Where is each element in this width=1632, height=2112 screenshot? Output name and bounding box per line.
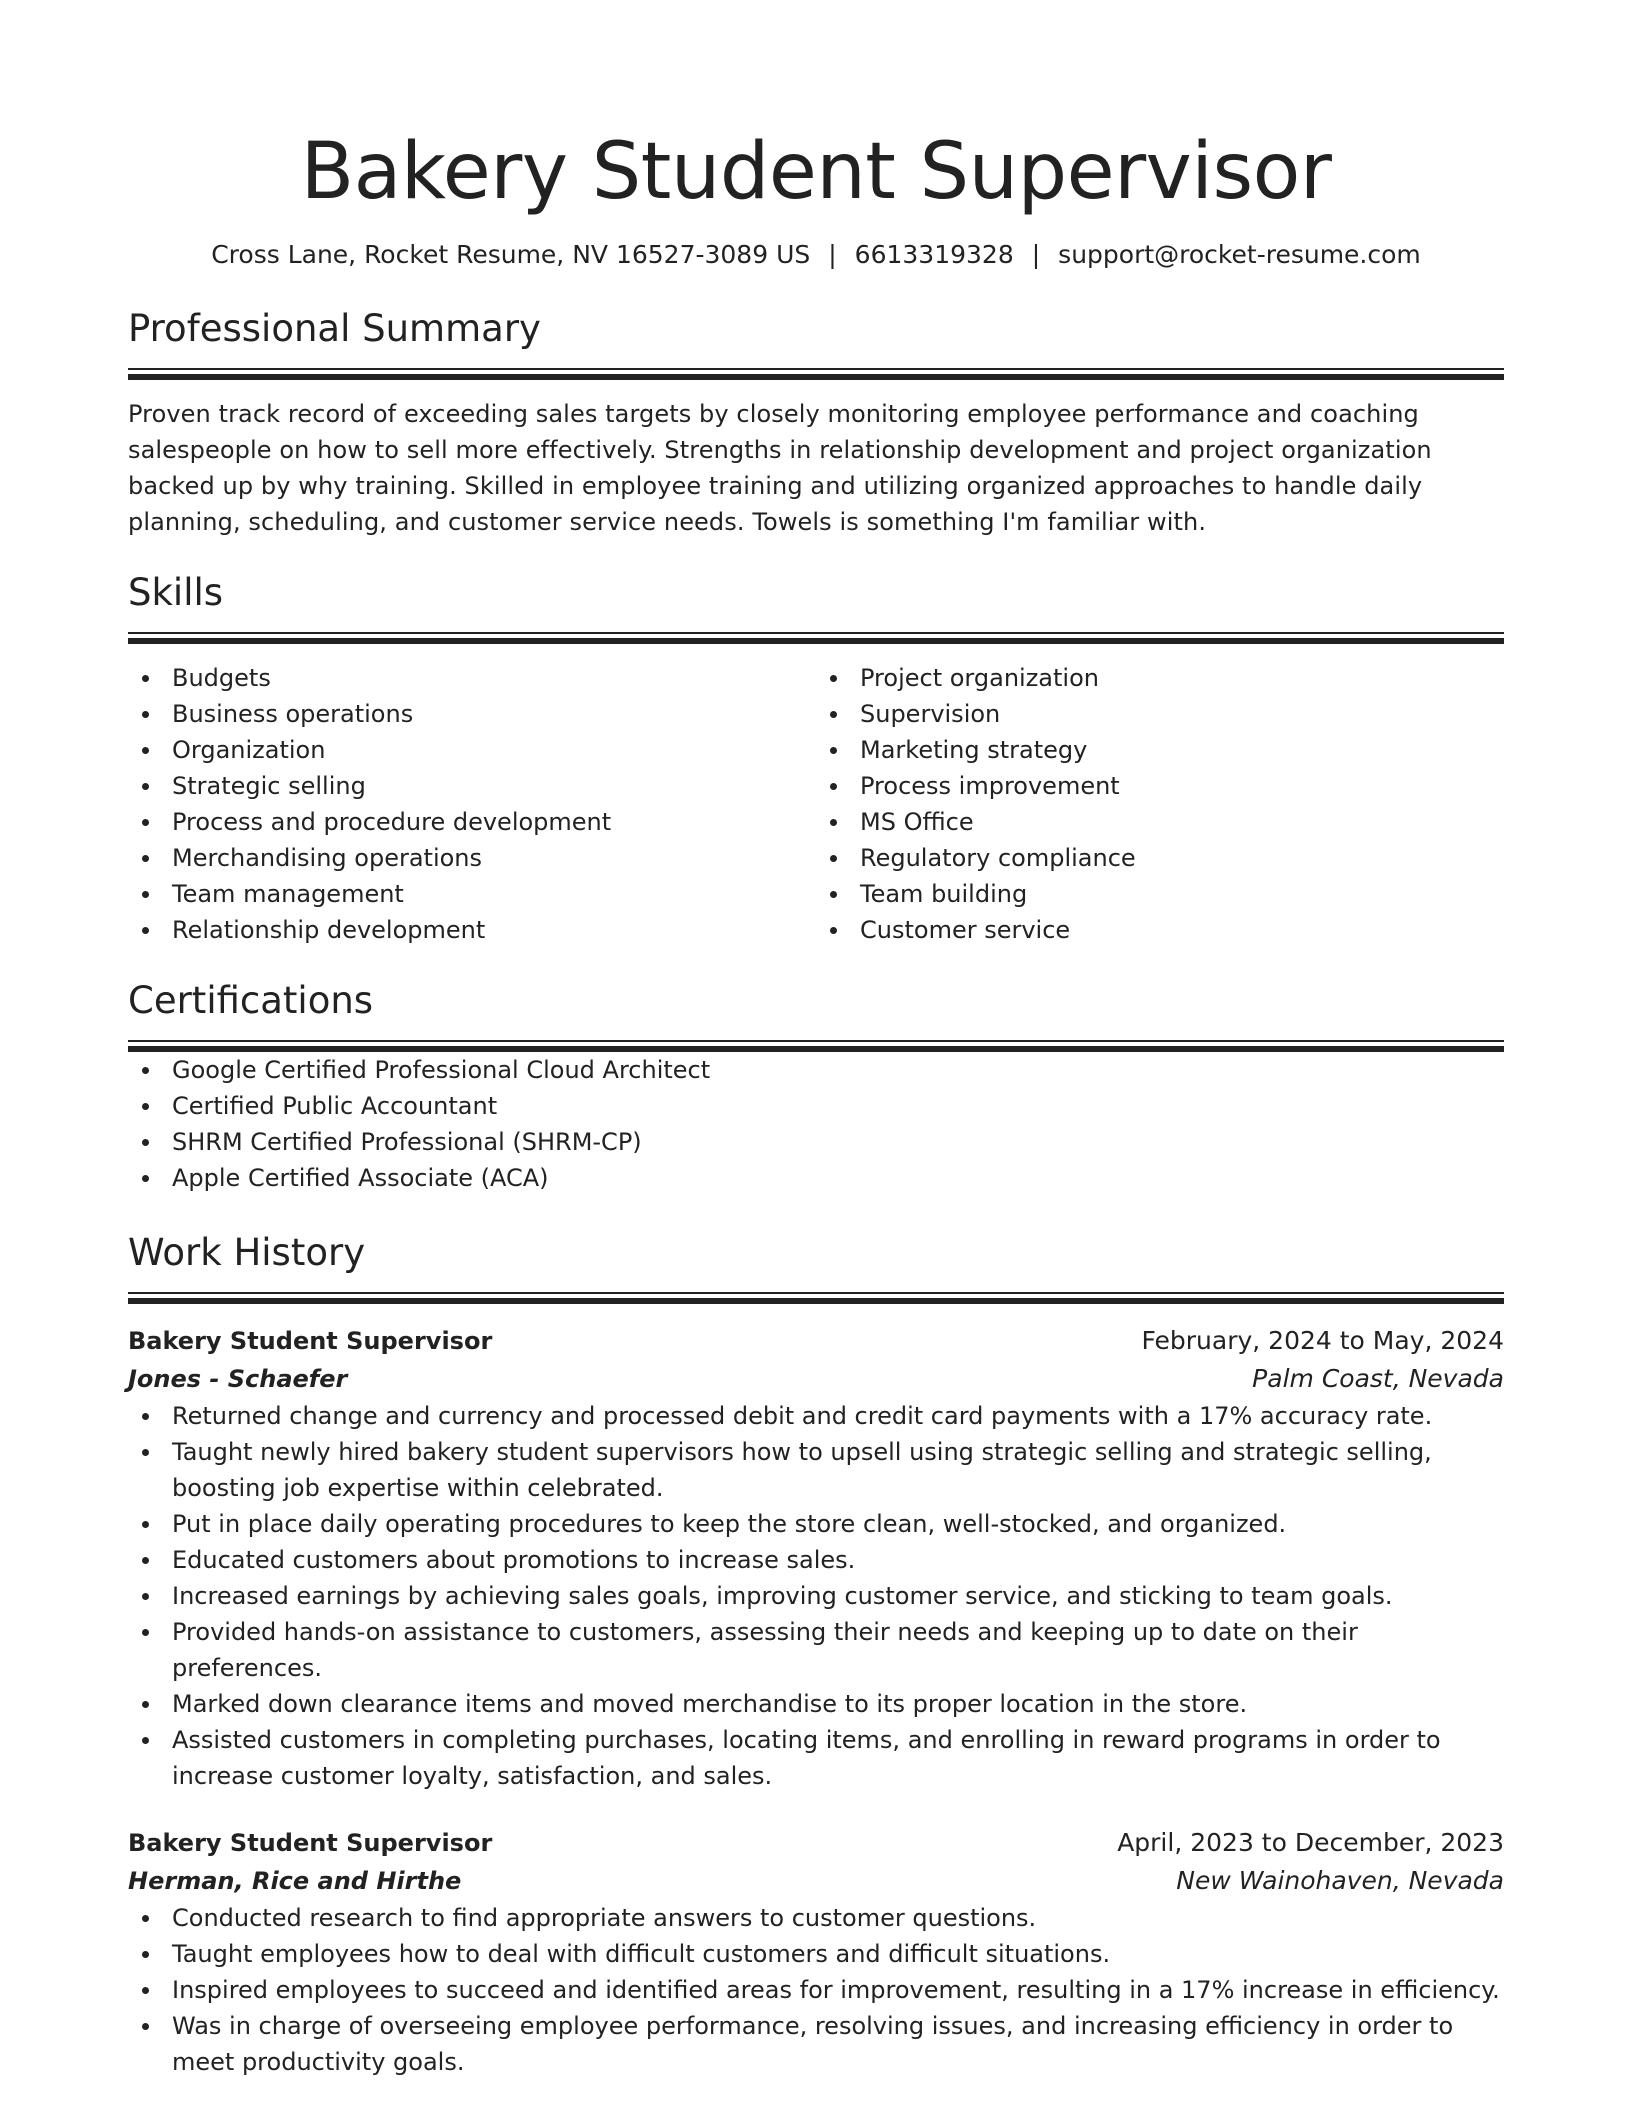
skill-item: Process improvement (816, 768, 1504, 804)
skill-item: Supervision (816, 696, 1504, 732)
section-divider-thick (128, 1298, 1504, 1304)
job-header-row (128, 1824, 1504, 1862)
job-bullet: Increased earnings by achieving sales goals, improving customer service, and sticking to team goals. (128, 1578, 1504, 1614)
skill-item: Organization (128, 732, 816, 768)
job-company: Herman, Rice and Hirthe (128, 1867, 462, 1895)
section-skills (128, 570, 1504, 948)
job-header-row (128, 1322, 1504, 1360)
section-divider (128, 1040, 1504, 1042)
contact-address: Cross Lane, Rocket Resume, NV 16527-3089 US (211, 240, 811, 269)
job-bullets (128, 1900, 1504, 2080)
section-certifications (128, 978, 1504, 1196)
skill-item: Customer service (816, 912, 1504, 948)
certification-item: SHRM Certified Professional (SHRM-CP) (128, 1124, 1504, 1160)
skill-item: Regulatory compliance (816, 840, 1504, 876)
certification-item: Google Certified Professional Cloud Architect (128, 1052, 1504, 1088)
skill-item: Relationship development (128, 912, 816, 948)
skill-item: Team management (128, 876, 816, 912)
section-title-work-history: Work History (128, 1231, 366, 1274)
job-company: Jones - Schaefer (128, 1365, 348, 1393)
job-bullet: Taught employees how to deal with difficult customers and difficult situations. (128, 1936, 1504, 1972)
job-bullet: Educated customers about promotions to increase sales. (128, 1542, 1504, 1578)
resume-page (128, 0, 1504, 2080)
job-bullet: Put in place daily operating procedures to keep the store clean, well-stocked, and organized. (128, 1506, 1504, 1542)
contact-line (128, 238, 1504, 272)
section-summary (128, 306, 1504, 540)
section-work-history (128, 1230, 1504, 2080)
job-bullet: Was in charge of overseeing employee performance, resolving issues, and increasing efficiency in order to meet productivity goals. (128, 2008, 1504, 2080)
job-location: New Wainohaven, Nevada (1176, 1866, 1504, 1895)
skill-item: Marketing strategy (816, 732, 1504, 768)
section-divider (128, 1292, 1504, 1294)
contact-email[interactable]: support@rocket-resume.com (1058, 240, 1421, 269)
skills-list-left (128, 660, 816, 948)
contact-phone: 6613319328 (854, 240, 1014, 269)
contact-separator: | (828, 240, 837, 269)
skill-item: MS Office (816, 804, 1504, 840)
job-location: Palm Coast, Nevada (1252, 1364, 1504, 1393)
skill-item: Project organization (816, 660, 1504, 696)
skill-item: Business operations (128, 696, 816, 732)
job-dates: February, 2024 to May, 2024 (1141, 1326, 1504, 1355)
job-bullet: Conducted research to find appropriate answers to customer questions. (128, 1900, 1504, 1936)
job-title: Bakery Student Supervisor (128, 1829, 493, 1857)
certifications-list (128, 1052, 1504, 1196)
job-dates: April, 2023 to December, 2023 (1117, 1828, 1504, 1857)
contact-separator: | (1031, 240, 1041, 269)
job-title: Bakery Student Supervisor (128, 1327, 493, 1355)
resume-name: Bakery Student Supervisor (300, 127, 1332, 217)
skill-item: Team building (816, 876, 1504, 912)
skills-columns (128, 660, 1504, 948)
skill-item: Strategic selling (128, 768, 816, 804)
skills-list-right (816, 660, 1504, 948)
job-bullets (128, 1398, 1504, 1794)
job-bullet: Assisted customers in completing purchases, locating items, and enrolling in reward programs in order to increase customer loyalty, satisfaction, and sales. (128, 1722, 1504, 1794)
certification-item: Apple Certified Associate (ACA) (128, 1160, 1504, 1196)
section-title-certifications: Certifications (128, 979, 374, 1022)
section-divider (128, 368, 1504, 370)
job-bullet: Returned change and currency and processed debit and credit card payments with a 17% accuracy rate. (128, 1398, 1504, 1434)
job-subheader-row (128, 1862, 1504, 1900)
section-divider-thick (128, 374, 1504, 380)
skill-item: Budgets (128, 660, 816, 696)
job-entry (128, 1824, 1504, 2080)
job-entry (128, 1322, 1504, 1794)
section-title-summary: Professional Summary (128, 307, 541, 350)
section-title-skills: Skills (128, 571, 224, 614)
job-subheader-row (128, 1360, 1504, 1398)
section-divider-thick (128, 638, 1504, 644)
job-bullet: Provided hands-on assistance to customers, assessing their needs and keeping up to date on their preferences. (128, 1614, 1504, 1686)
section-divider (128, 632, 1504, 634)
job-bullet: Marked down clearance items and moved merchandise to its proper location in the store. (128, 1686, 1504, 1722)
summary-text: Proven track record of exceeding sales targets by closely monitoring employee performance and coaching salespeople on how to sell more effectively. Strengths in relationship development and project organization backed up by why training. Skilled in employee training and utilizing organized approaches to handle daily planning, scheduling, and customer service needs. Towels is something I'm familiar with. (128, 400, 1432, 536)
skill-item: Merchandising operations (128, 840, 816, 876)
skill-item: Process and procedure development (128, 804, 816, 840)
job-bullet: Inspired employees to succeed and identified areas for improvement, resulting in a 17% increase in efficiency. (128, 1972, 1504, 2008)
certification-item: Certified Public Accountant (128, 1088, 1504, 1124)
job-bullet: Taught newly hired bakery student supervisors how to upsell using strategic selling and strategic selling, boosting job expertise within celebrated. (128, 1434, 1504, 1506)
